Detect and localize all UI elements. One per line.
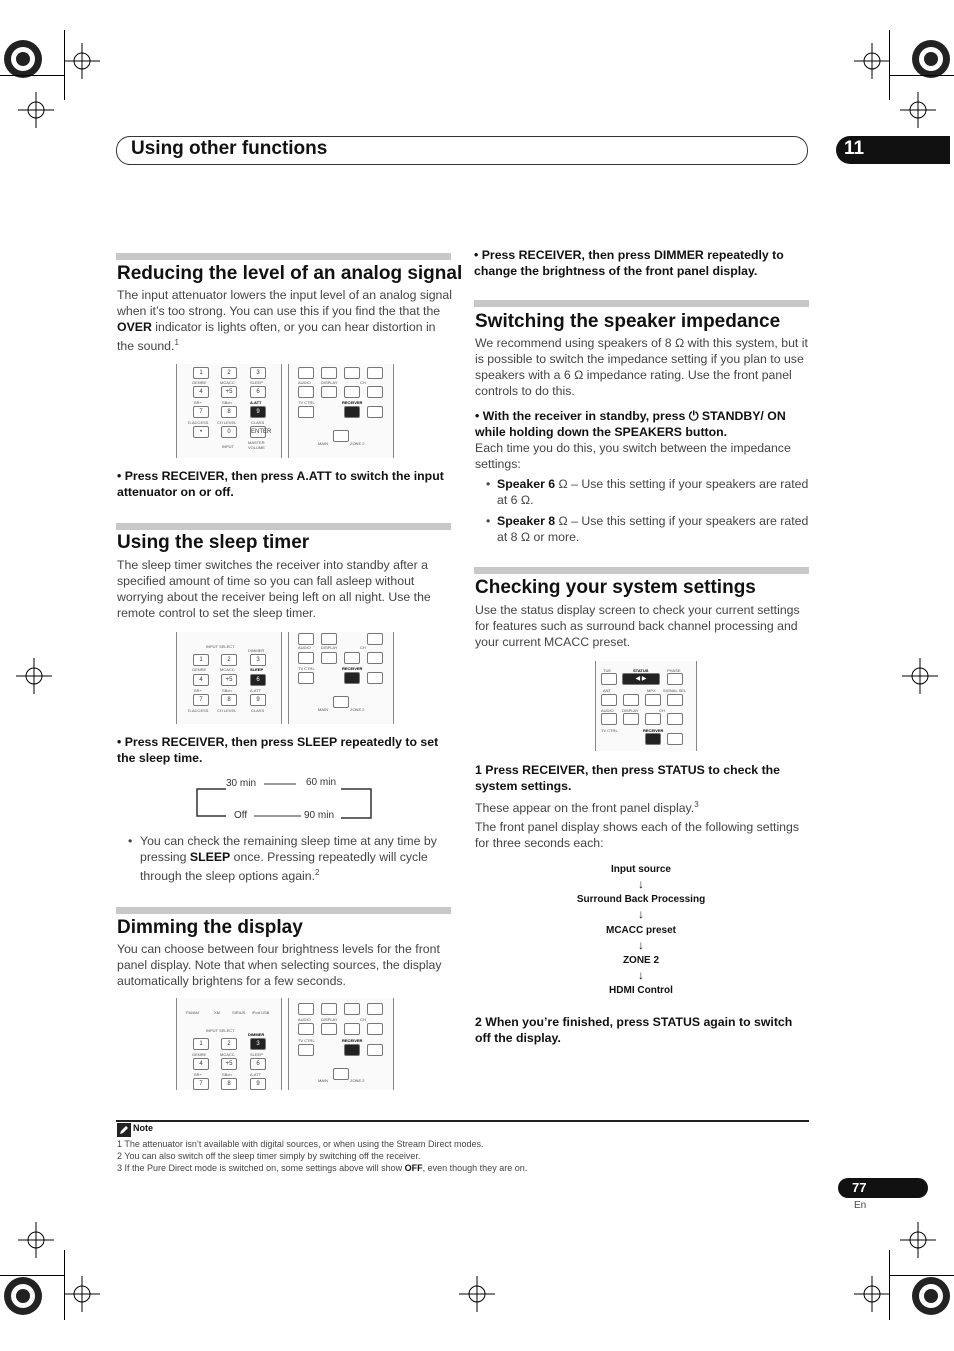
section-rule [116,523,451,530]
crosshair-icon [854,43,890,79]
flow-surround-back: Surround Back Processing [576,894,706,905]
sleep-option-90: 90 min [304,810,335,821]
crosshair-icon [854,1276,890,1312]
note-pencil-icon [117,1123,131,1137]
checking-body: Use the status display screen to check your current settings for features such as surround back channel processing and your current MCACC preset. [475,603,800,649]
crosshair-icon [900,1222,936,1258]
footnote-1: 1 The attenuator isn’t available with digital sources, or when using the Stream Direct modes. [117,1139,484,1149]
dimming-body: You can choose between four brightness levels for the front panel display. Note that when selecting sources, the display automatically brightens for a few seconds. [117,942,442,988]
sleep-option-30: 30 min [226,778,257,789]
analog-step: • Press RECEIVER, then press A.ATT to switch the input attenuator on or off. [117,469,444,499]
registration-target-icon [2,38,44,80]
section-title-checking: Checking your system settings [475,577,756,598]
sleep-body: The sleep timer switches the receiver into standby after a specified amount of time so you can fall asleep without worrying about the receiver being left on all night. Use the remote control to set the sleep timer. [117,558,431,620]
section-title-impedance: Switching the speaker impedance [475,311,781,332]
sleep-bullet: • You can check the remaining sleep time at any time by pressing SLEEP once. Pressing repeatedly will cycle through the sleep options again.$^2$ [128,834,437,884]
footnote-3: 3 If the Pure Direct mode is switched on, some settings above will show OFF, even though they are on. [117,1163,528,1173]
impedance-step-body: Each time you do this, you switch between the impedance settings: [475,441,791,471]
crosshair-icon [64,1276,100,1312]
note-rule [116,1120,809,1122]
crosshair-icon [459,1276,495,1312]
impedance-body: We recommend using speakers of 8 Ω with this system, but it is possible to switch the impedance setting if you plan to use speakers with a 6 Ω impedance rating. Use the front panel controls to do this. [475,336,808,398]
footnote-2: 2 You can also switch off the sleep timer simply by switching off the receiver. [117,1151,421,1161]
crosshair-icon [64,43,100,79]
language-code: En [854,1200,867,1211]
chapter-number: 11 [844,138,865,159]
registration-target-icon [2,1275,44,1317]
section-rule [116,253,451,260]
flow-hdmi-control: HDMI Control [609,985,673,996]
page-number-tab [838,1178,928,1198]
down-arrow-icon: ↓ [638,907,644,921]
crosshair-icon [902,658,938,694]
sleep-option-60: 60 min [306,777,337,788]
crosshair-icon [18,1222,54,1258]
crosshair-icon [16,658,52,694]
checking-step-1: 1 Press RECEIVER, then press STATUS to check the system settings. [475,763,781,793]
page-number: 77 [852,1180,867,1195]
flow-zone2: ZONE 2 [622,955,660,966]
crosshair-icon [18,92,54,128]
section-rule [474,300,809,307]
section-rule [116,907,451,914]
remote-illustration-sleep: INPUT SELECT DIMMER 1 2 3 GENRE MCACC SLEEP 4 +5 6 SR+ SBch A.ATT 7 8 9 D.ACCESS CH LEVEL CLASS AUDIO DISPLAY CH TV CTRL RECEIVER MAIN ZONE 2 [176,632,392,724]
crosshair-icon [900,92,936,128]
remote-illustration-status: TUE STATUS PHASE ◀ ▶ ANT MPX SIGNAL SEL AUDIO DISPLAY CH TV CTRL RECEIVER [595,661,695,751]
sleep-cycle-diagram [196,776,376,824]
chapter-number-tab [836,136,950,164]
registration-target-icon [910,1275,952,1317]
chapter-title: Using other functions [131,138,328,159]
section-title-dimming: Dimming the display [117,917,303,938]
down-arrow-icon: ↓ [638,968,644,982]
sleep-option-off: Off [234,810,248,821]
analog-body: The input attenuator lowers the input level of an analog signal when it’s too strong. You can use this if you find the that the OVER indicator is lights often, or you can hear distortion in the sound.$^1$ [117,288,452,354]
checking-step-2: 2 When you’re finished, press STATUS again to switch off the display. [475,1015,793,1045]
note-label: Note [133,1123,153,1133]
chapter-header [116,136,808,165]
remote-illustration-aatt: 1 2 3 GENRE MCACC SLEEP 4 +5 6 SR+ SBch A.ATT 7 8 9 D.ACCESS CH LEVEL CLASS • 0 ENTER INPUT MASTER VOLUME AUDIO DISPLAY CH TV CTRL RECEIVER MAIN ZONE 2 [176,364,392,458]
section-title-analog: Reducing the level of an analog signal [117,263,463,284]
down-arrow-icon: ↓ [638,938,644,952]
dimming-step: • Press RECEIVER, then press DIMMER repeatedly to change the brightness of the front panel display. [474,248,784,278]
registration-target-icon [910,38,952,80]
remote-illustration-dimmer: FM/AM XM SIRIUS iPod USB INPUT SELECT DIMMER 1 2 3 GENRE MCACC SLEEP 4 +5 6 SR+ SBch A.ATT 7 8 9 AUDIO DISPLAY CH TV CTRL RECEIVER MAIN ZONE 2 [176,998,392,1090]
sleep-step: • Press RECEIVER, then press SLEEP repeatedly to set the sleep time. [117,735,439,765]
impedance-option-8: • Speaker 8 Ω – Use this setting if your speakers are rated at 8 Ω or more. [486,514,809,544]
impedance-step: • With the receiver in standby, press ⏻ STANDBY/ ON while holding down the SPEAKERS button. [475,409,786,439]
impedance-option-6: • Speaker 6 Ω – Use this setting if your speakers are rated at 6 Ω. [486,477,809,507]
flow-mcacc-preset: MCACC preset [605,925,676,936]
section-title-sleep: Using the sleep timer [117,532,310,553]
flow-input-source: Input source [610,864,671,875]
checking-body-2: The front panel display shows each of the following settings for three seconds each: [475,820,800,850]
checking-step-1-body: These appear on the front panel display.$^3$ [475,800,699,816]
section-rule [474,567,809,574]
down-arrow-icon: ↓ [638,877,644,891]
